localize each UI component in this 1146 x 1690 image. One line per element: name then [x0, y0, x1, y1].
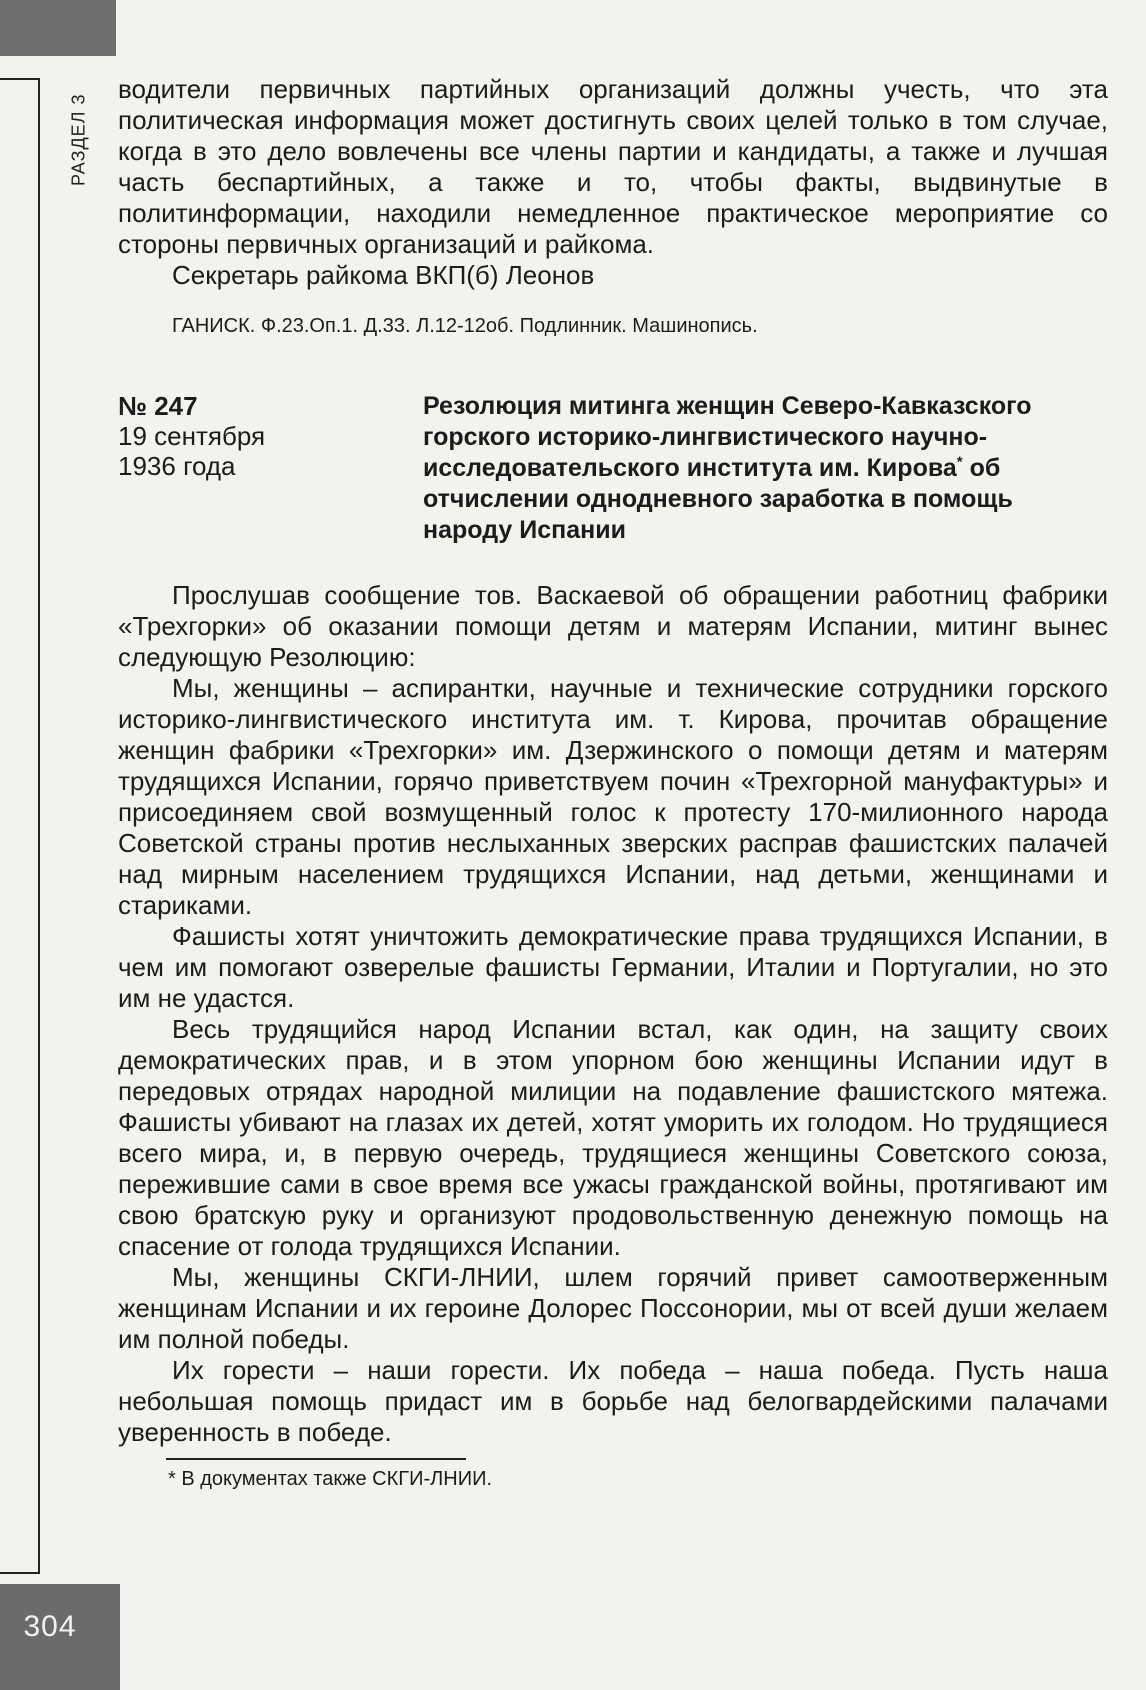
footnote: * В документах также СКГИ-ЛНИИ. [168, 1468, 493, 1490]
resolution-body [118, 580, 1108, 1448]
document-meta [118, 391, 423, 546]
document-title-rest: об отчислении однодневного заработка в помощь народу Испании [423, 454, 1013, 544]
page-number: 304 [23, 1610, 77, 1643]
body-paragraph: Весь трудящийся народ Испании встал, как один, на защиту своих демократических прав, и в этом упорном бою женщины Испании идут в передовых отрядах народной милиции на подавление фашистского мятежа. Фашисты убивают на глазах их детей, хотят уморить их голодом. Но трудящиеся всего мира, и, в первую очередь, трудящиеся женщины Советского союза, пережившие сами в свое время все ужасы гражданской войны, протягивают им свою братскую руку и организуют продовольственную денежную помощь на спасение от голода трудящихся Испании. [118, 1014, 1108, 1261]
document-date-year: 1936 года [118, 451, 236, 481]
footnote-divider [166, 1458, 466, 1460]
document-title-main: Резолюция митинга женщин Северо-Кавказского горского историко-лингвистического научно-исследовательского института им. Кирова [423, 392, 1032, 482]
side-frame [0, 78, 40, 1574]
document-title [423, 391, 1108, 546]
document-header [118, 391, 1108, 546]
body-paragraph: Мы, женщины СКГИ-ЛНИИ, шлем горячий привет самоотверженным женщинам Испании и их героине Долорес Поссонории, мы от всей души желаем им полной победы. [118, 1262, 1108, 1354]
archive-reference: ГАНИСК. Ф.23.Оп.1. Д.33. Л.12-12об. Подлинник. Машинопись. [172, 315, 758, 337]
page-content [118, 74, 1108, 1492]
intro-paragraph: водители первичных партийных организаций должны учесть, что эта политическая информация может достигнуть своих целей только в том случае, когда в это дело вовлечены все члены партии и кандидаты, а также и лучшая часть беспартийных, а также и то, чтобы факты, выдвинутые в политинформации, находили немедленное практическое мероприятие со стороны первичных организаций и райкома. [118, 74, 1108, 259]
body-paragraph: Мы, женщины – аспирантки, научные и технические сотрудники горского историко-лингвистического института им. т. Кирова, прочитав обращение женщин фабрики «Трехгорки» им. Дзержинского о помощи детям и матерям трудящихся Испании, горячо приветствуем почин «Трехгорной мануфактуры» и присоединяем свой возмущенный голос к протесту 170-милионного народа Советской страны против неслыханных зверских расправ фашистских палачей над мирным населением трудящихся Испании, над детьми, женщинами и стариками. [118, 673, 1108, 920]
body-paragraph: Фашисты хотят уничтожить демократические права трудящихся Испании, в чем им помогают озверелые фашисты Германии, Италии и Португалии, но это им не удастся. [118, 921, 1108, 1013]
signature: Секретарь райкома ВКП(б) Леонов [172, 260, 595, 290]
section-label: РАЗДЕЛ 3 [68, 93, 89, 187]
body-paragraph: Их горести – наши горести. Их победа – наша победа. Пусть наша небольшая помощь придаст им в борьбе над белогвардейскими палачами уверенность в победе. [118, 1355, 1108, 1447]
body-paragraph: Прослушав сообщение тов. Васкаевой об обращении работниц фабрики «Трехгорки» об оказании помощи детям и матерям Испании, митинг вынес следующую Резолюцию: [118, 580, 1108, 672]
document-number: № 247 [118, 391, 198, 421]
document-date-day: 19 сентября [118, 421, 266, 451]
header-tab-block [0, 0, 116, 56]
footnote-marker: * [956, 453, 963, 471]
